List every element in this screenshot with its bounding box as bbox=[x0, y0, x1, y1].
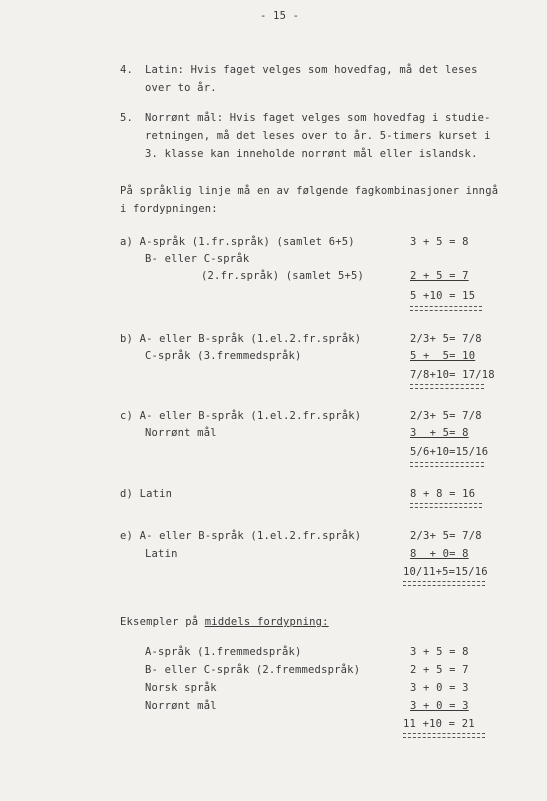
combo-a-line-1: a) A-språk (1.fr.språk) (samlet 6+5) bbox=[120, 236, 355, 248]
combo-c-total: 5/6+10=15/16 bbox=[410, 446, 489, 458]
combo-d-calc-1: 8 + 8 = 16 bbox=[410, 488, 476, 500]
example-double-rule bbox=[403, 733, 485, 738]
item-5-line-1: Norrønt mål: Hvis faget velges som hovedfag i studie- bbox=[145, 112, 491, 124]
combo-a-line-3: (2.fr.språk) (samlet 5+5) bbox=[201, 270, 365, 282]
page-number: - 15 - bbox=[260, 10, 300, 22]
combo-b-line-2: C-språk (3.fremmedspråk) bbox=[145, 350, 302, 362]
item-5-number: 5. bbox=[120, 112, 134, 124]
combo-b-calc-1: 2/3+ 5= 7/8 bbox=[410, 333, 482, 345]
item-4-line-2: over to år. bbox=[145, 82, 217, 94]
combo-c-calc-1: 2/3+ 5= 7/8 bbox=[410, 410, 482, 422]
example-heading-prefix: Eksempler på bbox=[120, 616, 205, 628]
combo-c-line-2: Norrønt mål bbox=[145, 427, 217, 439]
combo-e-line-1: e) A- eller B-språk (1.el.2.fr.språk) bbox=[120, 530, 362, 542]
combo-e-line-2: Latin bbox=[145, 548, 178, 560]
combo-a-calc-2: 2 + 5 = 7 bbox=[410, 270, 469, 282]
combo-a-calc-1: 3 + 5 = 8 bbox=[410, 236, 469, 248]
example-row-label: A-språk (1.fremmedspråk) bbox=[145, 646, 302, 658]
intro-line-2: i fordypningen: bbox=[120, 203, 218, 215]
example-row-calc: 3 + 0 = 3 bbox=[410, 682, 469, 694]
example-total: 11 +10 = 21 bbox=[403, 718, 475, 730]
combo-a-total: 5 +10 = 15 bbox=[410, 290, 476, 302]
example-row-label: Norsk språk bbox=[145, 682, 217, 694]
example-row-calc: 3 + 0 = 3 bbox=[410, 700, 469, 712]
combo-e-double-rule bbox=[403, 581, 485, 586]
intro-line-1: På språklig linje må en av følgende fagkombinasjoner inngå bbox=[120, 185, 499, 197]
combo-c-line-1: c) A- eller B-språk (1.el.2.fr.språk) bbox=[120, 410, 362, 422]
example-row-calc: 3 + 5 = 8 bbox=[410, 646, 469, 658]
combo-a-line-2: B- eller C-språk bbox=[145, 253, 250, 265]
combo-d-double-rule bbox=[410, 503, 482, 508]
combo-c-calc-2: 3 + 5= 8 bbox=[410, 427, 469, 439]
item-4-line-1: Latin: Hvis faget velges som hovedfag, må det leses bbox=[145, 64, 478, 76]
combo-e-total: 10/11+5=15/16 bbox=[403, 566, 488, 578]
example-row-label: B- eller C-språk (2.fremmedspråk) bbox=[145, 664, 361, 676]
item-5-line-2: retningen, må det leses over to år. 5-timers kurset i bbox=[145, 130, 491, 142]
combo-e-calc-1: 2/3+ 5= 7/8 bbox=[410, 530, 482, 542]
combo-e-calc-2: 8 + 0= 8 bbox=[410, 548, 469, 560]
example-row-calc: 2 + 5 = 7 bbox=[410, 664, 469, 676]
example-heading bbox=[120, 616, 329, 629]
combo-b-total: 7/8+10= 17/18 bbox=[410, 369, 495, 381]
item-5-line-3: 3. klasse kan inneholde norrønt mål eller islandsk. bbox=[145, 148, 478, 160]
combo-c-double-rule bbox=[410, 462, 484, 467]
combo-d-line-1: d) Latin bbox=[120, 488, 173, 500]
example-row-label: Norrønt mål bbox=[145, 700, 217, 712]
combo-b-calc-2: 5 + 5= 10 bbox=[410, 350, 476, 362]
combo-b-double-rule bbox=[410, 384, 484, 389]
item-4-number: 4. bbox=[120, 64, 134, 76]
combo-b-line-1: b) A- eller B-språk (1.el.2.fr.språk) bbox=[120, 333, 362, 345]
example-heading-underlined: middels fordypning: bbox=[204, 616, 329, 628]
combo-a-double-rule bbox=[410, 306, 482, 311]
